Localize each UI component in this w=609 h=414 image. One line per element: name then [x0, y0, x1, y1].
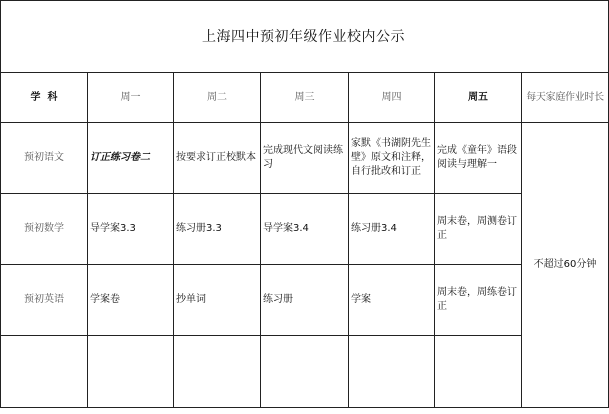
cell-chinese-tue: 按要求订正校默本 [174, 123, 261, 194]
cell-math-tue: 练习册3.3 [174, 194, 261, 265]
cell-math-wed: 导学案3.4 [261, 194, 349, 265]
header-thursday: 周四 [349, 73, 435, 123]
cell-english-thu: 学案 [349, 265, 435, 336]
table-row-chinese [1, 123, 609, 194]
cell-empty-fri [435, 336, 522, 408]
subject-empty [1, 336, 88, 408]
cell-chinese-fri: 完成《童年》语段阅读与理解一 [435, 123, 522, 194]
cell-english-mon: 学案卷 [88, 265, 174, 336]
cell-chinese-wed: 完成现代文阅读练习 [261, 123, 349, 194]
subject-math: 预初数学 [1, 194, 88, 265]
cell-empty-thu [349, 336, 435, 408]
daily-time-value: 不超过60分钟 [522, 123, 609, 408]
cell-english-wed: 练习册 [261, 265, 349, 336]
header-subject: 学 科 [1, 73, 88, 123]
subject-chinese: 预初语文 [1, 123, 88, 194]
cell-chinese-mon: 订正练习卷二 [88, 123, 174, 194]
header-wednesday: 周三 [261, 73, 349, 123]
cell-english-tue: 抄单词 [174, 265, 261, 336]
cell-empty-mon [88, 336, 174, 408]
page-title: 上海四中预初年级作业校内公示 [1, 1, 609, 73]
header-daily-time: 每天家庭作业时长 [522, 73, 609, 123]
header-tuesday: 周二 [174, 73, 261, 123]
cell-english-fri: 周末卷，周练卷订正 [435, 265, 522, 336]
cell-chinese-thu: 家默《书湖阴先生壁》原文和注释，自行批改和订正 [349, 123, 435, 194]
header-friday: 周五 [435, 73, 522, 123]
cell-math-fri: 周末卷，周测卷订正 [435, 194, 522, 265]
header-row [1, 73, 609, 123]
table-row-empty [1, 336, 609, 408]
cell-empty-tue [174, 336, 261, 408]
cell-math-thu: 练习册3.4 [349, 194, 435, 265]
cell-math-mon: 导学案3.3 [88, 194, 174, 265]
cell-empty-wed [261, 336, 349, 408]
subject-english: 预初英语 [1, 265, 88, 336]
header-monday: 周一 [88, 73, 174, 123]
table-row-math [1, 194, 609, 265]
table-row-english [1, 265, 609, 336]
